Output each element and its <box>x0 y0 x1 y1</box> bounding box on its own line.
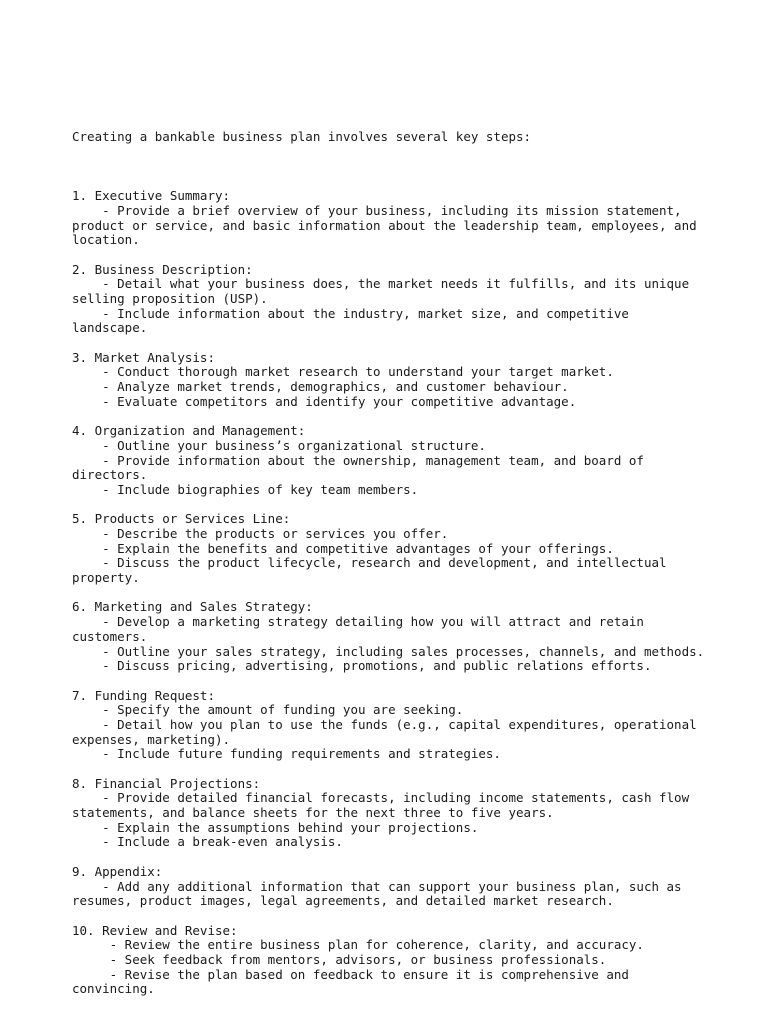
section-line: - Provide information about the ownership, management team, and board of <box>72 452 644 468</box>
section-line: statements, and balance sheets for the next three to five years. <box>72 805 554 821</box>
section-line: - Add any additional information that can support your business plan, such as <box>72 878 682 894</box>
section-heading: 4. Organization and Management: <box>72 423 306 439</box>
section-line: - Provide a brief overview of your business, including its mission statement, <box>72 202 682 218</box>
section-line: - Explain the assumptions behind your projections. <box>72 819 479 835</box>
section-line: convincing. <box>72 981 155 997</box>
section-heading: 8. Financial Projections: <box>72 775 261 791</box>
section-heading: 5. Products or Services Line: <box>72 511 291 527</box>
section-4 <box>72 410 712 498</box>
section-line: product or service, and basic information about the leadership team, employees, and <box>72 217 697 233</box>
section-line: - Explain the benefits and competitive advantages of your offerings. <box>72 540 614 556</box>
section-line: - Include information about the industry, market size, and competitive <box>72 305 629 321</box>
section-line: expenses, marketing). <box>72 731 231 747</box>
section-8 <box>72 762 712 850</box>
section-line: - Seek feedback from mentors, advisors, or business professionals. <box>72 951 607 967</box>
section-line: location. <box>72 232 140 248</box>
section-6 <box>72 586 712 674</box>
blank-line <box>72 410 712 425</box>
section-heading: 1. Executive Summary: <box>72 188 231 204</box>
section-heading: 6. Marketing and Sales Strategy: <box>72 599 313 615</box>
document-body <box>72 101 712 1026</box>
section-line: customers. <box>72 628 148 644</box>
section-10 <box>72 909 712 997</box>
section-line: - Detail how you plan to use the funds (e.g., capital expenditures, operational <box>72 716 697 732</box>
section-line: - Provide detailed financial forecasts, including income statements, cash flow <box>72 790 690 806</box>
section-heading: 9. Appendix: <box>72 863 163 879</box>
blank-line <box>72 850 712 865</box>
section-line: - Include biographies of key team members. <box>72 481 419 497</box>
intro-text: Creating a bankable business plan involves several key steps: <box>72 129 532 145</box>
blank-line <box>72 175 712 190</box>
section-line: property. <box>72 570 140 586</box>
blank-line <box>72 336 712 351</box>
section-line: - Detail what your business does, the market needs it fulfills, and its unique <box>72 276 690 292</box>
section-heading: 10. Review and Revise: <box>72 922 238 938</box>
section-heading: 3. Market Analysis: <box>72 349 215 365</box>
section-line: - Conduct thorough market research to understand your target market. <box>72 364 614 380</box>
section-line: - Outline your sales strategy, including sales processes, channels, and methods. <box>72 643 705 659</box>
section-heading: 2. Business Description: <box>72 261 253 277</box>
section-line: - Include a break-even analysis. <box>72 834 343 850</box>
section-2 <box>72 248 712 336</box>
blank-line <box>72 248 712 263</box>
section-1 <box>72 175 712 248</box>
section-9 <box>72 850 712 909</box>
section-3 <box>72 336 712 409</box>
section-line: - Include future funding requirements and strategies. <box>72 746 501 762</box>
section-line: - Develop a marketing strategy detailing how you will attract and retain <box>72 614 644 630</box>
section-line: - Specify the amount of funding you are seeking. <box>72 702 464 718</box>
section-line: directors. <box>72 467 148 483</box>
blank-line <box>72 674 712 689</box>
blank-line <box>72 586 712 601</box>
section-line: - Review the entire business plan for coherence, clarity, and accuracy. <box>72 937 644 953</box>
sections-container <box>72 175 712 998</box>
section-line: - Discuss pricing, advertising, promotions, and public relations efforts. <box>72 658 652 674</box>
section-5 <box>72 498 712 586</box>
section-line: selling proposition (USP). <box>72 291 268 306</box>
section-line: landscape. <box>72 320 148 336</box>
section-line: - Outline your business’s organizational structure. <box>72 437 486 453</box>
section-heading: 7. Funding Request: <box>72 687 215 703</box>
section-line: resumes, product images, legal agreements, and detailed market research. <box>72 893 614 909</box>
section-line: - Analyze market trends, demographics, and customer behaviour. <box>72 379 569 395</box>
blank-line <box>72 909 712 924</box>
section-line: - Describe the products or services you offer. <box>72 526 449 541</box>
section-line: - Revise the plan based on feedback to ensure it is comprehensive and <box>72 966 629 982</box>
section-line: - Evaluate competitors and identify your competitive advantage. <box>72 393 577 409</box>
blank-line <box>72 762 712 777</box>
section-7 <box>72 674 712 762</box>
section-line: - Discuss the product lifecycle, research and development, and intellectual <box>72 555 667 571</box>
blank-line <box>72 498 712 513</box>
